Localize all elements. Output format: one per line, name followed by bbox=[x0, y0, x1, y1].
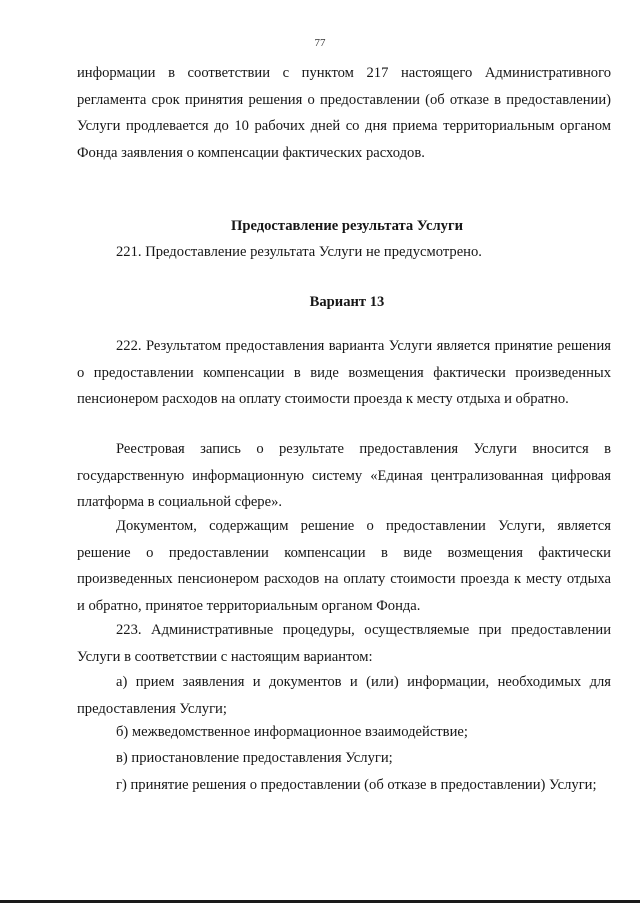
paragraph-221 bbox=[77, 239, 611, 266]
list-item-v-text: в) приостановление предоставления Услуги; bbox=[116, 750, 393, 766]
list-item-a bbox=[77, 669, 611, 722]
paragraph-222-text: 222. Результатом предоставления варианта Услуги является принятие решения о предоставлении компенсации в виде возмещения фактически произведенных пенсионером расходов на оплату стоимости проезда к месту отдыха и обратно. bbox=[77, 338, 611, 408]
continuation-paragraph bbox=[77, 60, 611, 166]
paragraph-document bbox=[77, 513, 611, 619]
list-item-g-text: г) принятие решения о предоставлении (об отказе в предоставлении) Услуги; bbox=[116, 777, 597, 793]
list-item-b-text: б) межведомственное информационное взаимодействие; bbox=[116, 724, 468, 740]
paragraph-223-text: 223. Административные процедуры, осуществляемые при предоставлении Услуги в соответствии с настоящим вариантом: bbox=[77, 622, 611, 665]
list-item-a-text: а) прием заявления и документов и (или) информации, необходимых для предоставления Услуги; bbox=[77, 674, 611, 717]
continuation-text: информации в соответствии с пунктом 217 настоящего Административного регламента срок принятия решения о предоставлении (об отказе в предоставлении) Услуги продлевается до 10 рабочих дней со дня приема территориальным органом Фонда заявления о компенсации фактических расходов. bbox=[77, 65, 611, 161]
paragraph-registry bbox=[77, 436, 611, 516]
paragraph-document-text: Документом, содержащим решение о предоставлении Услуги, является решение о предоставлении компенсации в виде возмещения фактически произведенных пенсионером расходов на оплату стоимости проезда к месту отдыха и обратно, принятое территориальным органом Фонда. bbox=[77, 518, 611, 614]
page-number: 77 bbox=[314, 37, 326, 49]
section-heading: Предоставление результата Услуги bbox=[231, 218, 463, 234]
list-item-b bbox=[77, 719, 611, 746]
variant-heading: Вариант 13 bbox=[309, 294, 385, 310]
paragraph-registry-text: Реестровая запись о результате предоставления Услуги вносится в государственную информационную систему «Единая централизованная цифровая платформа в социальной сфере». bbox=[77, 441, 611, 511]
list-item-g bbox=[77, 772, 611, 799]
paragraph-223 bbox=[77, 617, 611, 670]
list-item-v bbox=[77, 745, 611, 772]
paragraph-222 bbox=[77, 333, 611, 413]
paragraph-221-text: 221. Предоставление результата Услуги не предусмотрено. bbox=[116, 244, 482, 260]
